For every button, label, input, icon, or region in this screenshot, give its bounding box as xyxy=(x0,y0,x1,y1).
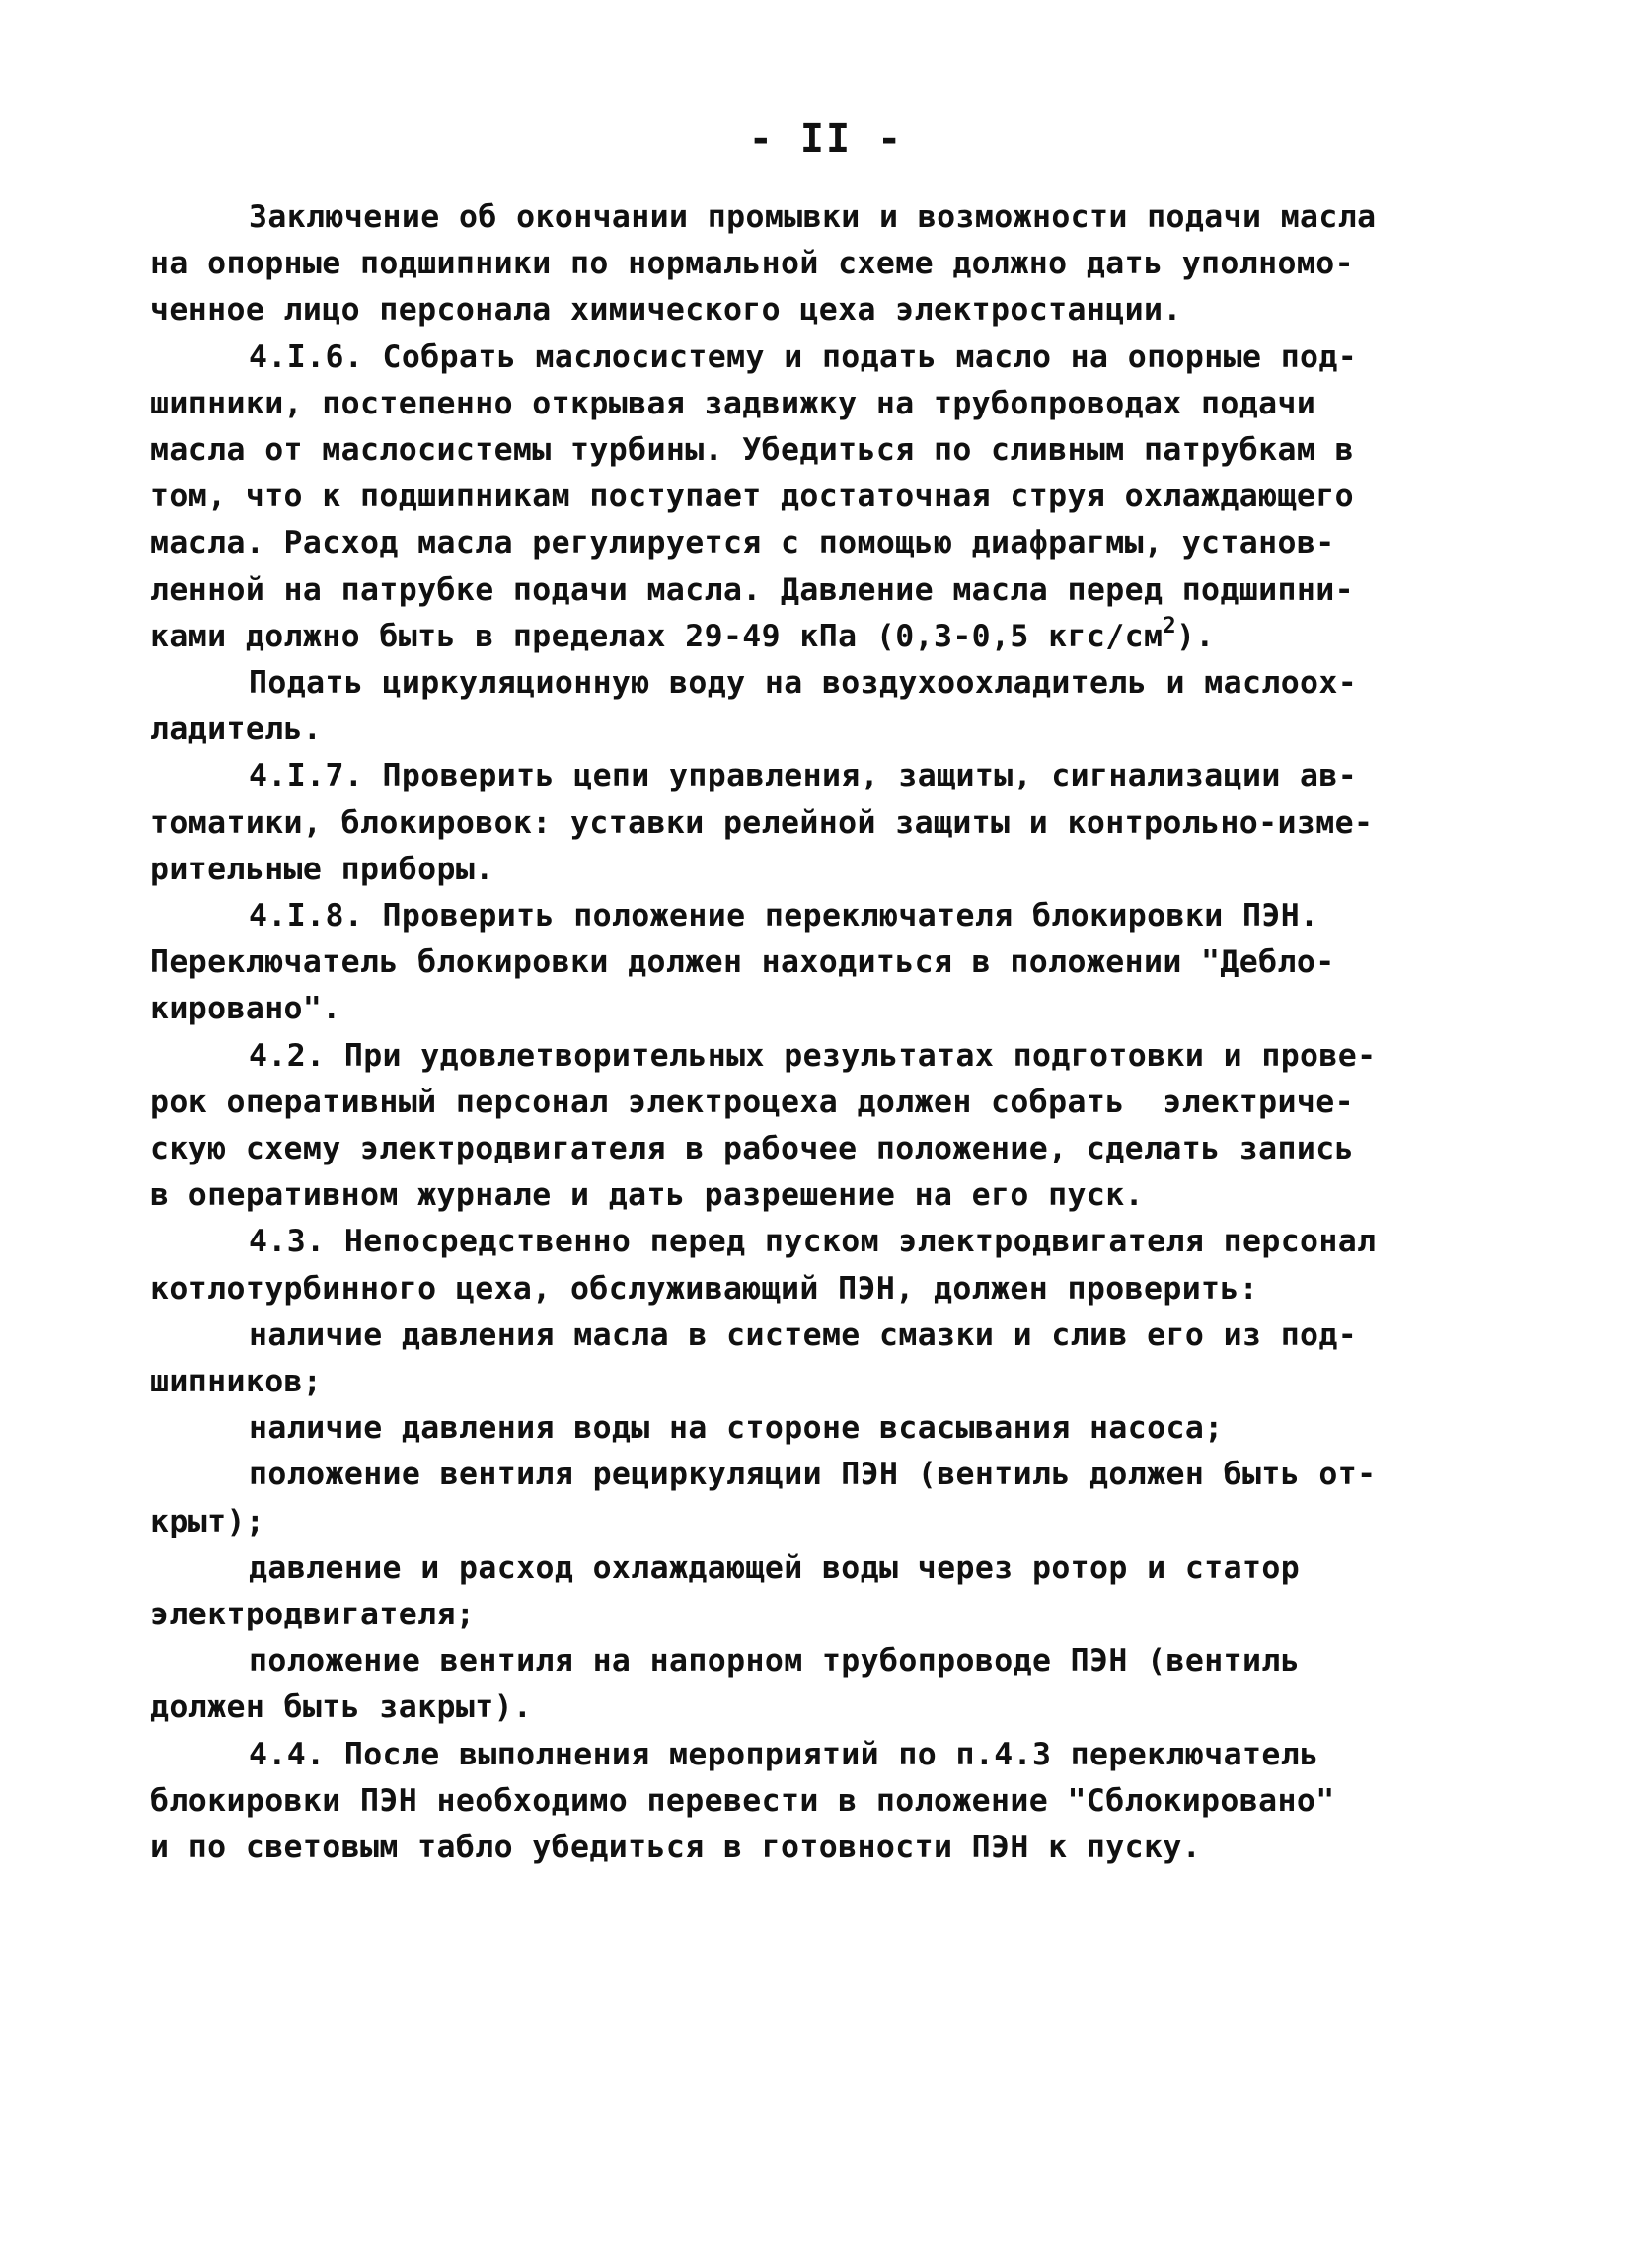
text-line xyxy=(150,942,1335,982)
text-line xyxy=(249,1735,1318,1774)
text-line xyxy=(150,850,494,889)
text-line-content: 4.I.7. Проверить цепи управления, защиты, сигнализации ав- xyxy=(249,758,1358,794)
text-line xyxy=(150,384,1315,423)
text-line-content: 4.4. После выполнения мероприятий по п.4.3 переключатель xyxy=(249,1736,1319,1772)
text-line-content: Заключение об окончании промывки и возможности подачи масла xyxy=(249,199,1377,235)
text-line xyxy=(249,1455,1377,1494)
text-line xyxy=(150,613,1215,660)
text-line-content: 4.3. Непосредственно перед пуском электродвигателя персонал xyxy=(249,1224,1377,1260)
text-line xyxy=(249,1222,1377,1261)
text-line xyxy=(150,477,1354,516)
text-line-content: крыт); xyxy=(150,1503,265,1539)
text-line-content: котлотурбинного цеха, обслуживающий ПЭН, должен проверить: xyxy=(150,1270,1259,1307)
text-line xyxy=(150,1083,1354,1122)
text-line xyxy=(249,1408,1224,1448)
text-line-content: электродвигателя; xyxy=(150,1597,476,1632)
text-line xyxy=(150,1269,1258,1309)
text-line xyxy=(150,1502,264,1541)
text-line-content: в оперативном журнале и дать разрешение на его пуск. xyxy=(150,1177,1144,1214)
text-line-content: скую схему электродвигателя в рабочее положение, сделать запись xyxy=(150,1131,1354,1166)
text-line-content: давление и расход охлаждающей воды через ротор и статор xyxy=(249,1549,1301,1586)
text-line xyxy=(150,1362,322,1401)
text-line xyxy=(150,803,1373,843)
text-line xyxy=(249,338,1357,377)
text-line-tail: ). xyxy=(1175,618,1215,654)
text-line-content: ками должно быть в пределах 29-49 кПа (0,3-0,5 кгс/см xyxy=(150,618,1164,654)
text-line-content: ладитель. xyxy=(150,712,323,748)
text-line-content: кировано". xyxy=(150,991,341,1027)
text-line-content: шипников; xyxy=(150,1364,323,1399)
page-number: - II - xyxy=(748,116,904,162)
text-line xyxy=(150,1688,532,1727)
text-line-content: масла. Расход масла регулируется с помощью диафрагмы, установ- xyxy=(150,525,1335,562)
text-line xyxy=(249,197,1377,237)
text-line xyxy=(249,1548,1300,1588)
text-line-content: масла от маслосистемы турбины. Убедиться по сливным патрубкам в xyxy=(150,432,1354,468)
text-line xyxy=(150,570,1354,610)
text-line-content: томатики, блокировок: уставки релейной защиты и контрольно-изме- xyxy=(150,804,1374,841)
text-line-content: и по световым табло убедиться в готовности ПЭН к пуску. xyxy=(150,1830,1202,1865)
text-line xyxy=(150,989,341,1028)
text-line-content: рок оперативный персонал электроцеха должен собрать электриче- xyxy=(150,1084,1354,1120)
text-line xyxy=(150,290,1182,330)
text-line-content: наличие давления масла в системе смазки и слив его из под- xyxy=(249,1316,1358,1353)
text-line xyxy=(150,1175,1144,1215)
text-line xyxy=(249,1315,1357,1355)
text-line xyxy=(249,1641,1300,1681)
text-line-content: положение вентиля на напорном трубопроводе ПЭН (вентиль xyxy=(249,1643,1301,1680)
text-line xyxy=(150,1129,1354,1168)
text-line-content: ленной на патрубке подачи масла. Давление масла перед подшипни- xyxy=(150,571,1354,608)
text-line-content: 4.I.6. Собрать маслосистему и подать масло на опорные под- xyxy=(249,338,1358,375)
text-line-content: положение вентиля рециркуляции ПЭН (вентиль должен быть от- xyxy=(249,1457,1377,1493)
text-line xyxy=(150,523,1335,562)
text-line xyxy=(150,710,322,749)
text-line-content: рительные приборы. xyxy=(150,851,494,887)
text-line-content: блокировки ПЭН необходимо перевести в положение "Сблокировано" xyxy=(150,1782,1335,1819)
text-line-content: том, что к подшипникам поступает достаточная струя охлаждающего xyxy=(150,479,1354,515)
text-line xyxy=(150,1595,475,1634)
text-line-content: должен быть закрыт). xyxy=(150,1689,533,1726)
text-line xyxy=(150,244,1354,283)
text-line xyxy=(150,1781,1335,1821)
text-line-content: на опорные подшипники по нормальной схеме должно дать уполномо- xyxy=(150,246,1354,282)
text-line xyxy=(249,756,1357,795)
text-line-content: шипники, постепенно открывая задвижку на трубопроводах подачи xyxy=(150,385,1316,421)
text-line-content: ченное лицо персонала химического цеха электростанции. xyxy=(150,292,1182,329)
superscript: 2 xyxy=(1163,613,1176,638)
text-line-content: 4.I.8. Проверить положение переключателя блокировки ПЭН. xyxy=(249,898,1319,934)
text-line xyxy=(150,430,1354,470)
text-line-content: 4.2. При удовлетворительных результатах подготовки и прове- xyxy=(249,1037,1377,1074)
text-line-content: Переключатель блокировки должен находиться в положении "Дебло- xyxy=(150,944,1335,981)
text-line-content: наличие давления воды на стороне всасывания насоса; xyxy=(249,1410,1224,1447)
text-line-content: Подать циркуляционную воду на воздухоохладитель и маслоох- xyxy=(249,665,1358,701)
text-line xyxy=(249,896,1318,936)
text-line xyxy=(150,1828,1201,1867)
text-line xyxy=(249,663,1357,703)
text-line xyxy=(249,1036,1377,1076)
